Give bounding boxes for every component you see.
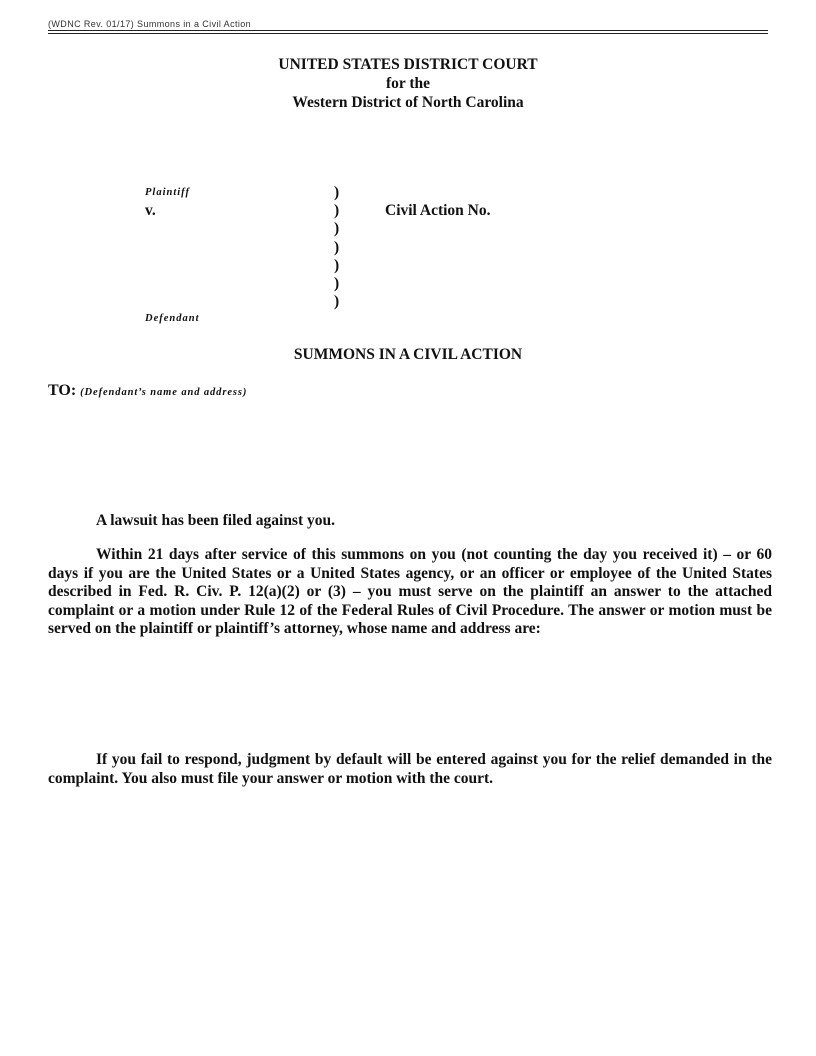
court-district: Western District of North Carolina [292, 94, 524, 111]
court-heading [0, 55, 816, 112]
caption-paren: ) [334, 256, 340, 274]
to-line [48, 382, 247, 400]
caption-paren: ) [334, 220, 340, 238]
header-rule-bottom [48, 33, 768, 34]
caption-paren: ) [334, 238, 340, 256]
paragraph-lawsuit-filed: A lawsuit has been filed against you. [96, 512, 336, 529]
form-id: (WDNC Rev. 01/17) Summons in a Civil Action [48, 19, 252, 29]
plaintiff-label: Plaintiff [145, 187, 190, 198]
defendant-label: Defendant [145, 313, 200, 324]
court-name: UNITED STATES DISTRICT COURT [278, 56, 538, 73]
summons-title: SUMMONS IN A CIVIL ACTION [293, 346, 523, 363]
versus-label: v. [145, 202, 156, 219]
caption-paren: ) [334, 184, 340, 201]
paragraph-response-deadline: Within 21 days after service of this summons on you (not counting the day you received it) – or 60 days if you are the United States or a United States agency, or an officer or employee of the United States described in Fed. R. Civ. P. 12(a)(2) or (3) – you must serve on the plaintiff an answer to the attached complaint or a motion under Rule 12 of the Federal Rules of Civil Procedure. The answer or motion must be served on the plaintiff or plaintiff’s attorney, whose name and address are: [48, 546, 772, 638]
defendant-address-hint: (Defendant’s name and address) [80, 387, 248, 398]
caption-paren-column [334, 184, 339, 311]
header-rule-top [48, 30, 768, 31]
caption-paren: ) [334, 275, 340, 293]
to-label: TO: [48, 382, 77, 399]
paragraph-default-judgment: If you fail to respond, judgment by default will be entered against you for the relief demanded in the complaint. You also must file your answer or motion with the court. [48, 751, 772, 787]
caption-paren: ) [334, 293, 340, 311]
civil-action-number-label: Civil Action No. [385, 202, 491, 219]
court-for: for the [385, 75, 431, 92]
caption-paren: ) [334, 202, 340, 220]
